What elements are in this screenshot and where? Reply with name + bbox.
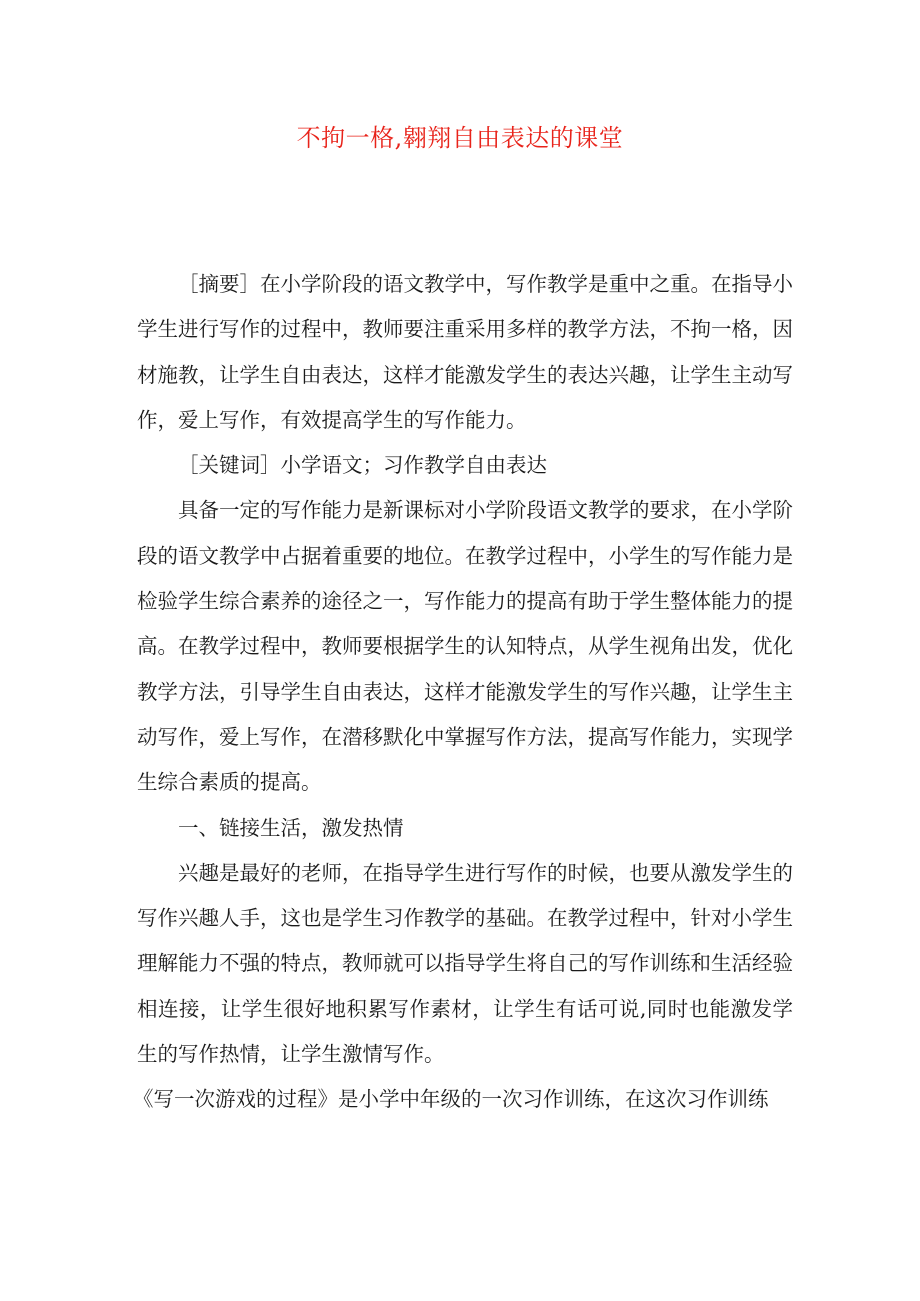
section-heading: 一、链接生活，激发热情 bbox=[178, 815, 404, 840]
abstract-paragraph: ［摘要］在小学阶段的语文教学中，写作教学是重中之重。在指导小学生进行写作的过程中，教师要注重采用多样的教学方法，不拘一格，因材施教，让学生自由表达，这样才能激发学生的表达兴趣，让学生主动写作，爱上写作，有效提高学生的写作能力。 bbox=[137, 272, 793, 432]
document-body bbox=[133, 262, 793, 1123]
section-paragraph-continued: 《写一次游戏的过程》是小学中年级的一次习作训练，在这次习作训练 bbox=[133, 1087, 769, 1112]
keywords-paragraph: ［关键词］小学语文；习作教学自由表达 bbox=[178, 453, 547, 478]
section-paragraph: 兴趣是最好的老师，在指导学生进行写作的时候，也要从激发学生的写作兴趣人手，这也是学生习作教学的基础。在教学过程中，针对小学生理解能力不强的特点，教师就可以指导学生将自己的写作训练和生活经验相连接，让学生很好地积累写作素材，让学生有话可说,同时也能激发学生的写作热情，让学生激情写作。 bbox=[137, 860, 793, 1067]
intro-paragraph: 具备一定的写作能力是新课标对小学阶段语文教学的要求，在小学阶段的语文教学中占据着重要的地位。在教学过程中，小学生的写作能力是检验学生综合素养的途径之一，写作能力的提高有助于学生整体能力的提高。在教学过程中，教师要根据学生的认知特点，从学生视角出发，优化教学方法，引导学生自由表达，这样才能激发学生的写作兴趣，让学生主动写作，爱上写作，在潜移默化中掌握写作方法，提高写作能力，实现学生综合素质的提高。 bbox=[137, 498, 793, 795]
document-title: 不拘一格,翱翔自由表达的课堂 bbox=[296, 124, 624, 152]
